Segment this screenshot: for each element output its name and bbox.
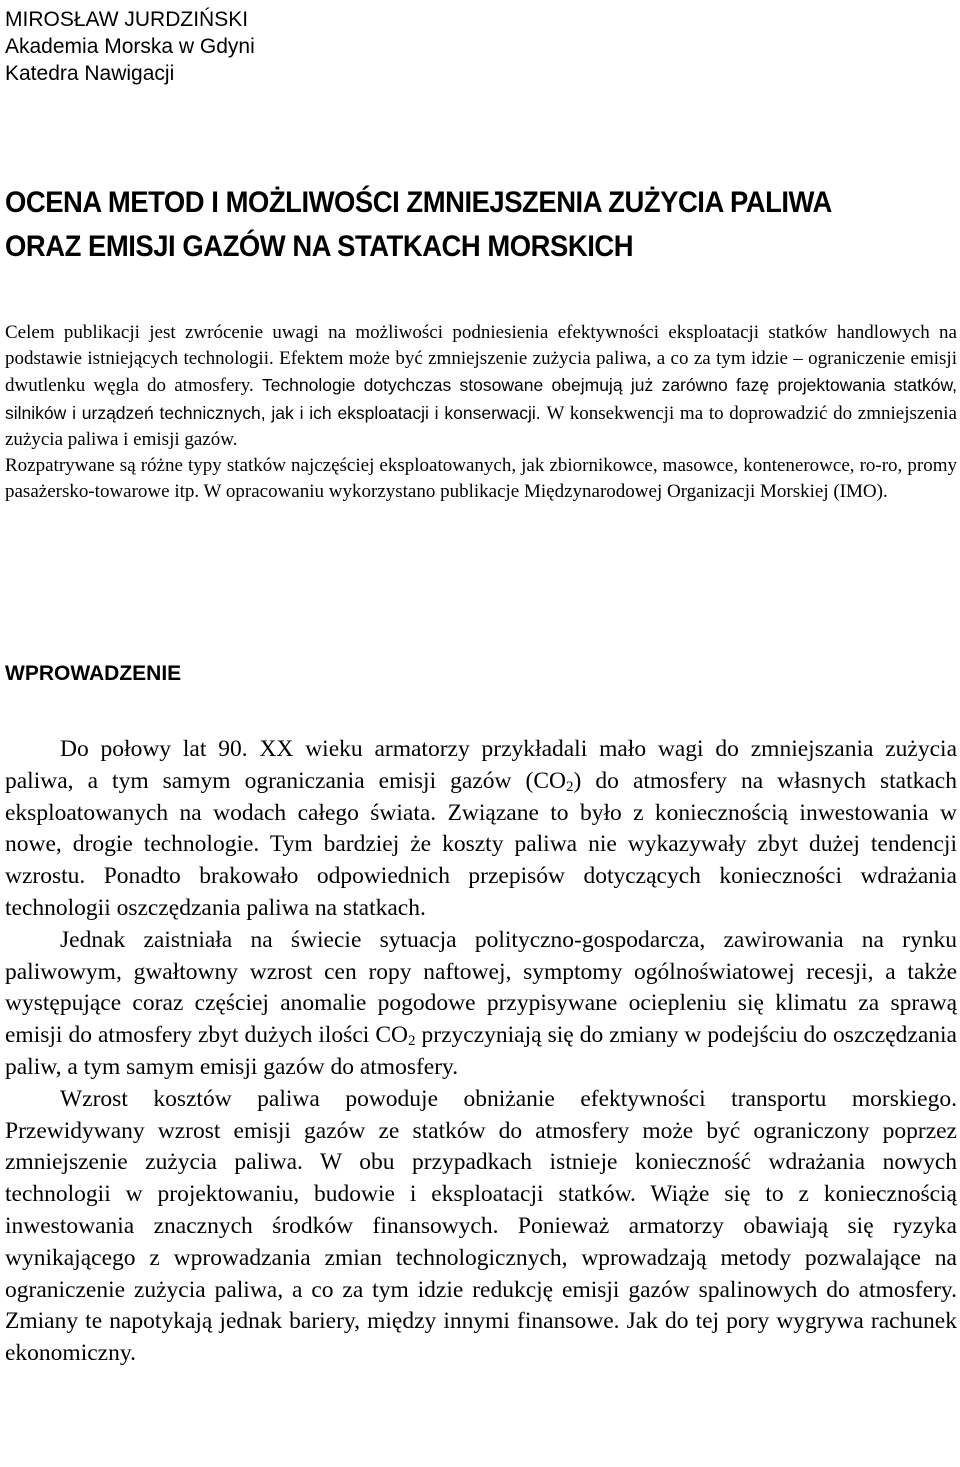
abstract-text: Technologie dotychczas stosowane obejmują już zarówno fazę projektowania statków, silników i urządzeń technicznych, jak i ich eksploatacji i konserwacji. xyxy=(5,375,957,423)
subscript: 2 xyxy=(566,778,574,795)
author-block xyxy=(5,6,255,87)
section-heading: WPROWADZENIE xyxy=(5,662,182,685)
abstract-paragraph-2: Rozpatrywane są różne typy statków najczęściej eksploatowanych, jak zbiornikowce, masowce, kontenerowce, ro-ro, promy pasażersko-towarowe itp. W opracowaniu wykorzystano publikacje Międzynarodowej Organizacji Morskiej (IMO). xyxy=(5,455,957,503)
abstract-paragraph-1 xyxy=(5,320,957,453)
author-name: MIROSŁAW JURDZIŃSKI xyxy=(5,8,249,31)
body-text-run: Jednak zaistniała na świecie sytuacja polityczno-gospodarcza, zawirowania na rynku paliwowym, gwałtowny wzrost cen ropy naftowej, symptomy ogólnoświatowej recesji, a także występujące coraz częściej anomalie pogodowe przypisywane ociepleniu się klimatu za sprawą emisji do atmosfery zbyt dużych ilości CO xyxy=(5,926,957,1049)
title-line-1: OCENA METOD I MOŻLIWOŚCI ZMNIEJSZENIA ZUŻYCIA PALIWA xyxy=(5,186,832,219)
subscript: 2 xyxy=(407,1033,416,1050)
author-institution: Akademia Morska w Gdyni xyxy=(5,35,255,58)
body-paragraph-1 xyxy=(5,734,957,925)
abstract xyxy=(5,320,957,505)
author-department: Katedra Nawigacji xyxy=(5,62,175,85)
abstract-text: Efektem może być zmniejszenie zużycia paliwa, a co za tym idzie – ograniczenie emisji dwutlenku węgla do atmosfery. xyxy=(5,348,957,397)
body-text-run: Do połowy lat 90. XX wieku armatorzy przykładali mało wagi do zmniejszania zużycia paliwa, a tym samym ograniczania emisji gazów (CO xyxy=(5,736,957,794)
body-text-run: przyczyniają się do zmiany w podejściu do oszczędzania paliw, a tym samym emisji gazów do atmosfery. xyxy=(5,1022,957,1080)
body-paragraph-2 xyxy=(5,925,957,1084)
body-text-run: ) do atmosfery na własnych statkach eksploatowanych na wodach całego świata. Związane to było z koniecznością inwestowania w nowe, drogie technologie. Tym bardziej że koszty paliwa nie wykazywały zbyt dużej tendencji wzrostu. Ponadto brakowało odpowiednich przepisów dotyczących konieczności wdrażania technologii oszczędzania paliwa na statkach. xyxy=(5,767,957,921)
abstract-text: Celem publikacji jest zwrócenie uwagi na możliwości podniesienia efektywności eksploatacji statków handlowych na podstawie istniejących technologii. xyxy=(5,322,957,370)
paper-title xyxy=(5,181,890,269)
body-paragraph-3: Wzrost kosztów paliwa powoduje obniżanie efektywności transportu morskiego. Przewidywany wzrost emisji gazów ze statków do atmosfery może być ograniczony poprzez zmniejszenie zużycia paliwa. W obu przypadkach istnieje konieczność wdrażania nowych technologii w projektowaniu, budowie i eksploatacji statków. Wiąże się to z koniecznością inwestowania znacznych środków finansowych. Ponieważ armatorzy obawiają się ryzyka wynikającego z wprowadzania zmian technologicznych, wprowadzają metody pozwalające na ograniczenie zużycia paliwa, a co za tym idzie redukcję emisji gazów spalinowych do atmosfery. Zmiany te napotykają jednak bariery, między innymi finansowe. Jak do tej pory wygrywa rachunek ekonomiczny. xyxy=(5,1085,957,1367)
body-text xyxy=(5,734,957,1370)
abstract-text: W konsekwencji ma to doprowadzić do zmniejszenia zużycia paliwa i emisji gazów. xyxy=(5,402,957,450)
title-line-2: ORAZ EMISJI GAZÓW NA STATKACH MORSKICH xyxy=(5,230,634,263)
